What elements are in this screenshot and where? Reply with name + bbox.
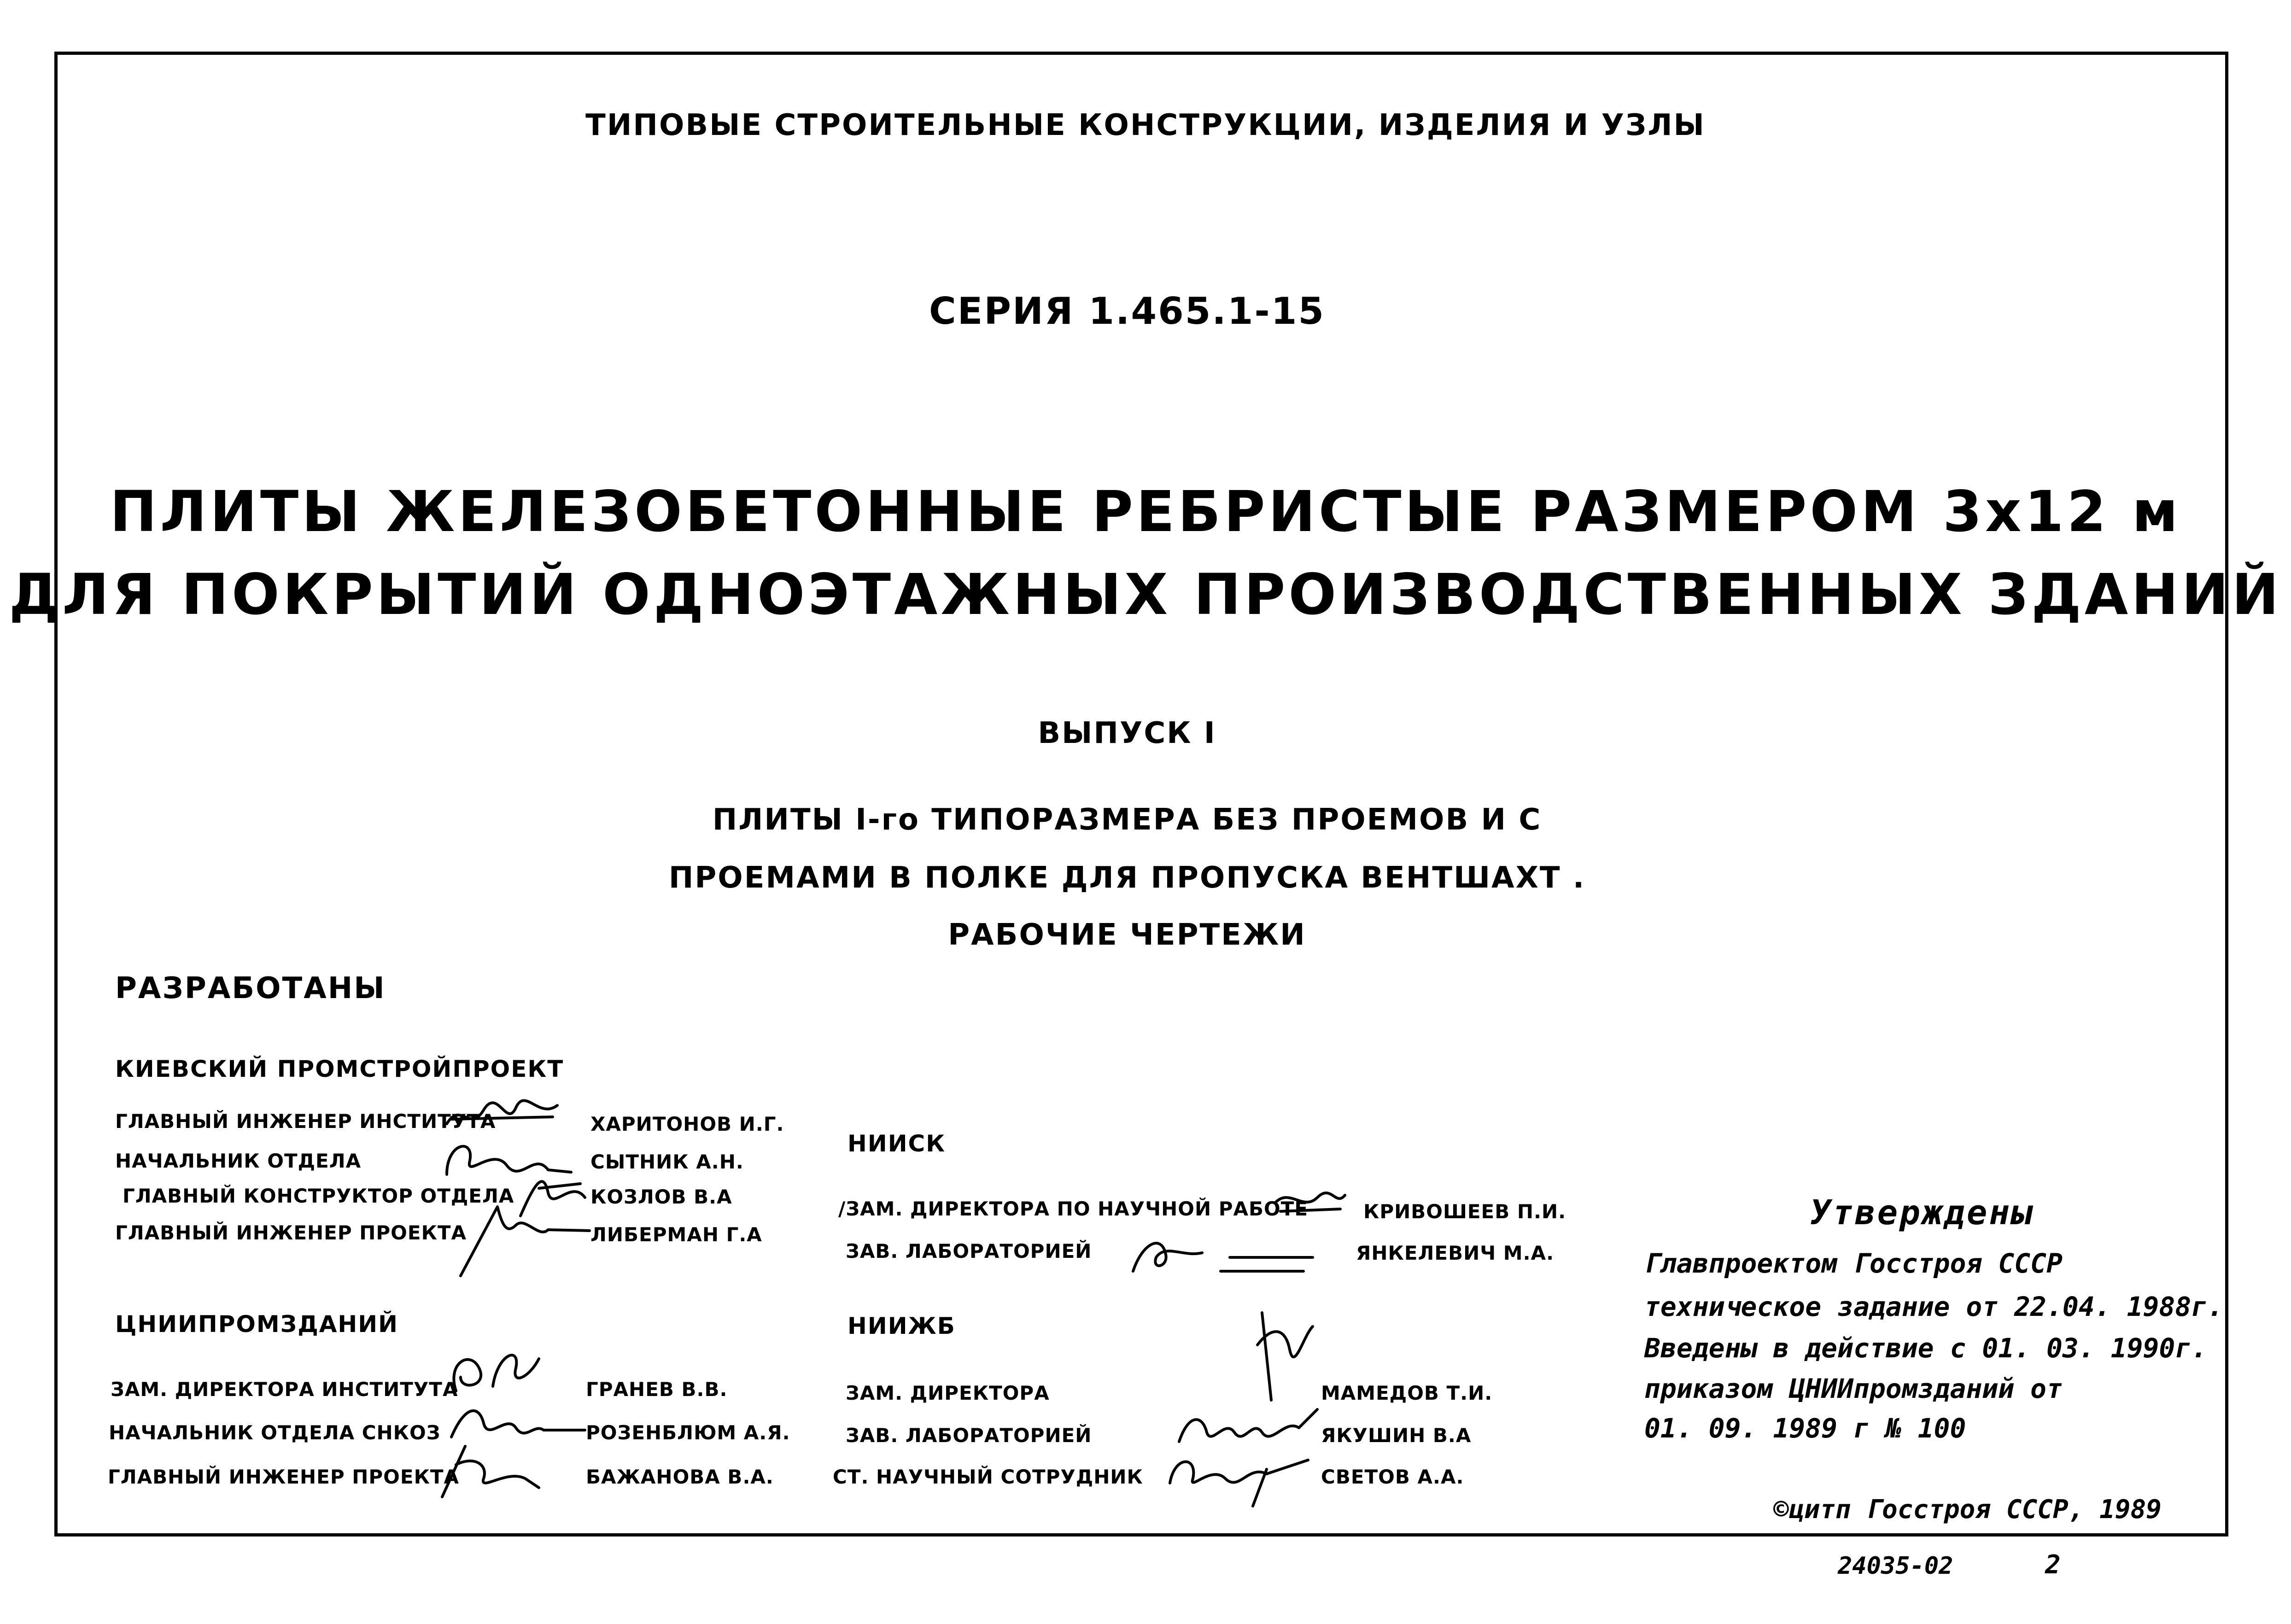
approved-line-2: техническое задание от 22.04. 1988г.	[1644, 1291, 2224, 1322]
signature-yankelevich	[1124, 1225, 1317, 1276]
kiev-role-4: ГЛАВНЫЙ ИНЖЕНЕР ПРОЕКТА	[115, 1221, 467, 1244]
developed-heading: РАЗРАБОТАНЫ	[115, 971, 386, 1005]
issue-label: ВЫПУСК I	[1038, 716, 1216, 750]
kiev-role-2: НАЧАЛЬНИК ОТДЕЛА	[115, 1150, 362, 1172]
copyright: ©цитп Госстроя СССР, 1989	[1773, 1495, 2162, 1525]
niizhb-role-3: СТ. НАУЧНЫЙ СОТРУДНИК	[833, 1466, 1143, 1488]
niizhb-person-1: МАМЕДОВ Т.И.	[1321, 1382, 1493, 1404]
signature-liberman	[456, 1198, 594, 1280]
page-number: 2	[2045, 1550, 2061, 1580]
kiev-person-4: ЛИБЕРМАН Г.А	[590, 1223, 762, 1246]
document-number: 24035-02	[1838, 1552, 1953, 1580]
title-line-1: ПЛИТЫ ЖЕЛЕЗОБЕТОННЫЕ РЕБРИСТЫЕ РАЗМЕРОМ 3х12 м	[110, 479, 2181, 544]
signature-bazhanova	[433, 1437, 544, 1501]
signature-svetov	[1161, 1442, 1317, 1511]
tsnii-person-3: БАЖАНОВА В.А.	[586, 1466, 774, 1488]
approved-line-4: приказом ЦНИИпромзданий от	[1644, 1373, 2063, 1404]
niizhb-person-2: ЯКУШИН В.А	[1321, 1424, 1472, 1447]
title-line-2: ДЛЯ ПОКРЫТИЙ ОДНОЭТАЖНЫХ ПРОИЗВОДСТВЕННЫХ ЗДАНИЙ	[9, 562, 2282, 627]
niizhb-role-2: ЗАВ. ЛАБОРАТОРИЕЙ	[846, 1424, 1092, 1447]
series-number: СЕРИЯ 1.465.1-15	[929, 290, 1326, 333]
issue-description-1: ПЛИТЫ I-го ТИПОРАЗМЕРА БЕЗ ПРОЕМОВ И С	[712, 803, 1542, 837]
niisk-person-2: ЯНКЕЛЕВИЧ М.А.	[1356, 1242, 1555, 1264]
signature-krivosheev	[1271, 1184, 1350, 1225]
niisk-role-2: ЗАВ. ЛАБОРАТОРИЕЙ	[846, 1240, 1092, 1262]
kiev-person-3: КОЗЛОВ В.А	[590, 1186, 732, 1208]
issue-description-2: ПРОЕМАМИ В ПОЛКЕ ДЛЯ ПРОПУСКА ВЕНТШАХТ .	[668, 861, 1586, 895]
tsnii-person-2: РОЗЕНБЛЮМ А.Я.	[586, 1421, 790, 1444]
org-kiev-promstroyproekt: КИЕВСКИЙ ПРОМСТРОЙПРОЕКТ	[115, 1056, 564, 1082]
niizhb-person-3: СВЕТОВ А.А.	[1321, 1466, 1464, 1488]
approved-line-3: Введены в действие с 01. 03. 1990г.	[1644, 1332, 2208, 1364]
tsnii-role-2: НАЧАЛЬНИК ОТДЕЛА СНКОЗ	[109, 1421, 441, 1444]
org-tsniipromzdaniy: ЦНИИПРОМЗДАНИЙ	[115, 1311, 398, 1338]
tsnii-role-1: ЗАМ. ДИРЕКТОРА ИНСТИТУТА	[111, 1378, 458, 1401]
approved-heading: Утверждены	[1810, 1193, 2034, 1233]
issue-description-3: РАБОЧИЕ ЧЕРТЕЖИ	[948, 918, 1306, 952]
tsnii-person-1: ГРАНЕВ В.В.	[586, 1378, 728, 1401]
series-category: ТИПОВЫЕ СТРОИТЕЛЬНЫЕ КОНСТРУКЦИИ, ИЗДЕЛИЯ И УЗЛЫ	[585, 108, 1706, 142]
org-niisk: НИИСК	[847, 1130, 946, 1157]
niisk-role-1: /ЗАМ. ДИРЕКТОРА ПО НАУЧНОЙ РАБОТЕ	[838, 1198, 1309, 1220]
approved-line-5: 01. 09. 1989 г № 100	[1644, 1413, 1966, 1444]
kiev-role-1: ГЛАВНЫЙ ИНЖЕНЕР ИНСТИТУТА	[115, 1110, 496, 1133]
niisk-person-1: КРИВОШЕЕВ П.И.	[1363, 1200, 1566, 1223]
approved-line-1: Главпроектом Госстроя СССР	[1644, 1248, 2063, 1279]
kiev-person-2: СЫТНИК А.Н.	[590, 1151, 744, 1173]
tsnii-role-3: ГЛАВНЫЙ ИНЖЕНЕР ПРОЕКТА	[108, 1466, 460, 1488]
org-niizhb: НИИЖБ	[847, 1313, 956, 1339]
kiev-role-3: ГЛАВНЫЙ КОНСТРУКТОР ОТДЕЛА	[123, 1185, 514, 1207]
kiev-person-1: ХАРИТОНОВ И.Г.	[590, 1113, 784, 1135]
niizhb-role-1: ЗАМ. ДИРЕКТОРА	[846, 1382, 1050, 1404]
signature-granev	[442, 1340, 562, 1400]
